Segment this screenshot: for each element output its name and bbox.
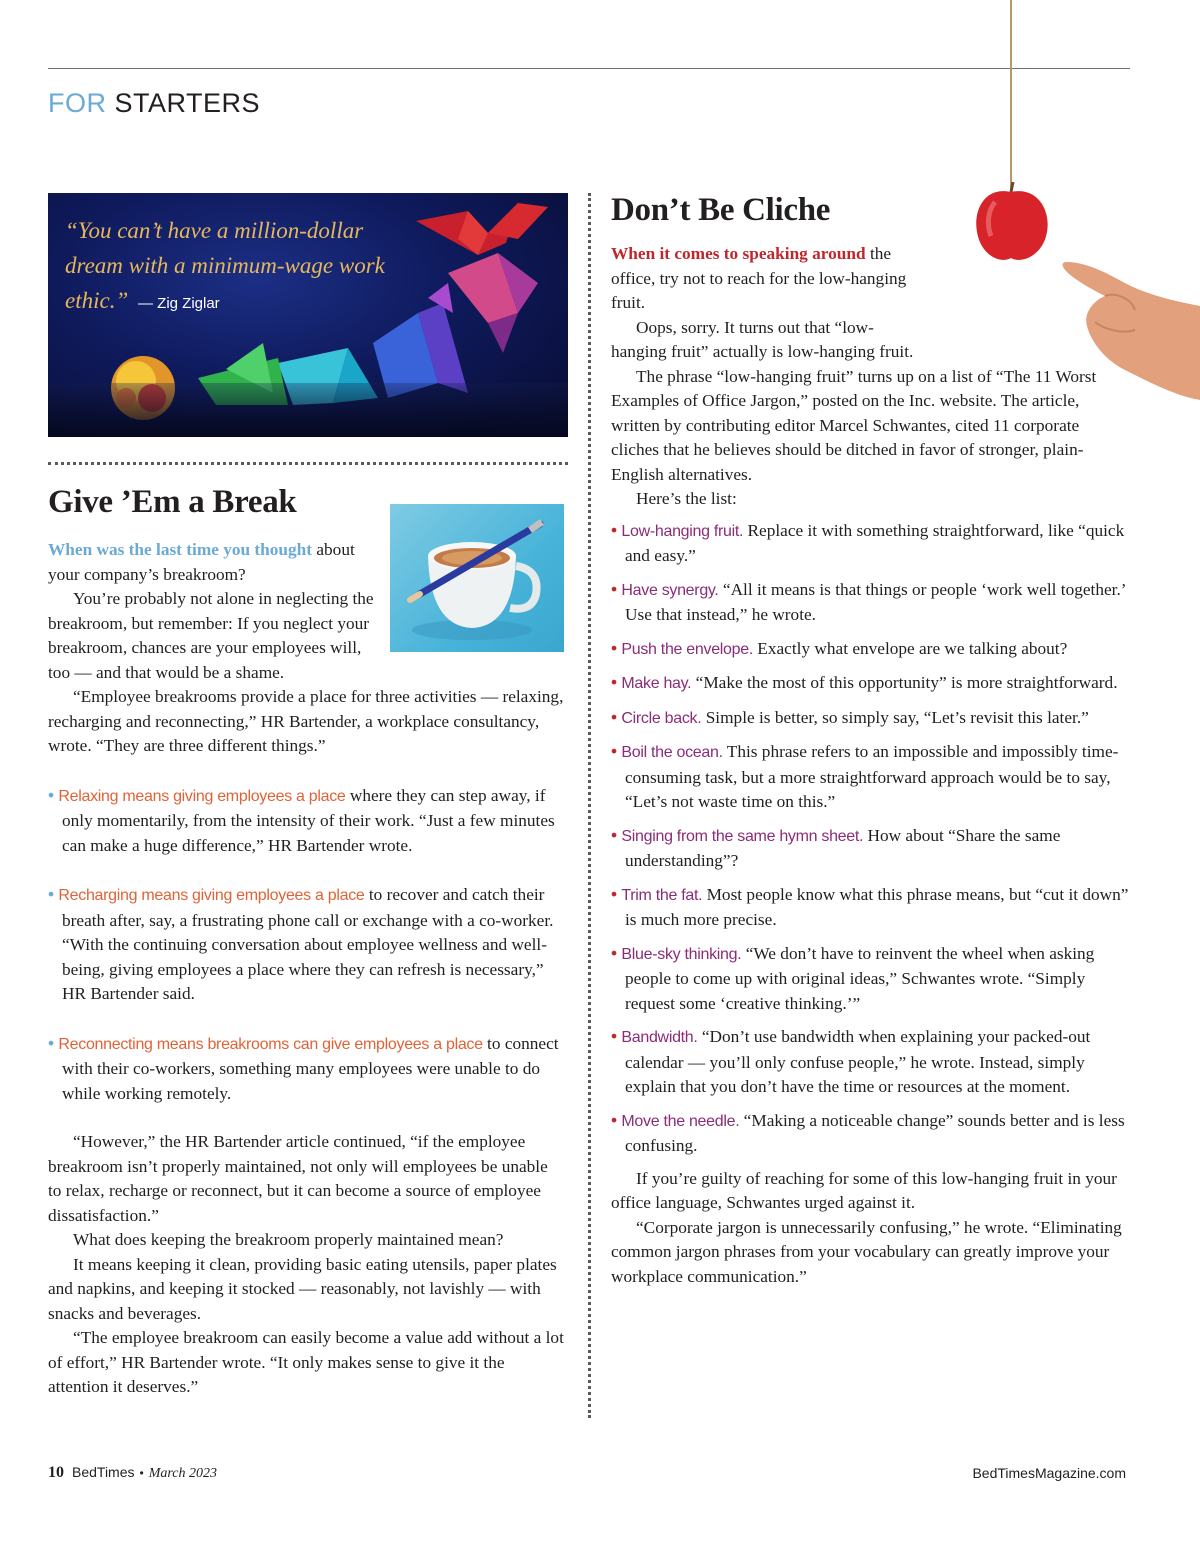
bullet-dot: • — [611, 824, 618, 845]
bullet-recharging — [48, 882, 564, 1007]
jargon-text: “All it means is that things or people ‘work well together.’ Use that instead,” he wrote. — [625, 579, 1126, 624]
list-item — [611, 941, 1131, 1017]
website-link[interactable]: BedTimesMagazine.com — [972, 1465, 1126, 1481]
bullet-dot: • — [611, 1109, 618, 1130]
breakroom-body — [48, 538, 564, 1400]
bullet-dot: • — [48, 784, 55, 805]
bullet-text: to recover and catch their breath after, say, a frustrating phone call or exchange with a co-worker. “With the continuing conversation about employee wellness and well-being, giving employees a place where they can refresh is necessary,” HR Bartender said. — [62, 885, 554, 1003]
breakroom-p3: “Employee breakrooms provide a place for three activities — relaxing, recharging and reconnecting,” HR Bartender, a workplace consultancy, wrote. “They are three different things.” — [48, 687, 564, 755]
list-item — [611, 705, 1131, 732]
jargon-term: Trim the fat. — [621, 886, 703, 904]
breakroom-p4: “However,” the HR Bartender article continued, “if the employee breakroom isn’t properly maintained, not only will employees be unable to relax, recharge or reconnect, but it can become a source of employee dissatisfaction.” — [48, 1132, 548, 1225]
jargon-text: This phrase refers to an impossible and impossibly time-consuming task, but a more straightforward approach would be to say, “Let’s not waste time on this.” — [625, 742, 1119, 811]
list-item — [611, 1024, 1131, 1100]
pull-quote — [65, 213, 425, 321]
list-item — [611, 636, 1131, 663]
list-item — [611, 823, 1131, 874]
footer-separator: • — [139, 1466, 144, 1480]
bullet-dot: • — [611, 741, 618, 761]
breakroom-lead: When was the last time you thought — [48, 540, 313, 559]
section-header — [48, 88, 260, 119]
bullet-lead: Reconnecting means breakrooms can give employees a place — [58, 1035, 483, 1053]
jargon-text: Exactly what envelope are we talking about? — [752, 638, 1068, 658]
bullet-dot: • — [611, 672, 618, 692]
publication-name: BedTimes — [72, 1464, 135, 1480]
cliche-p6: “Corporate jargon is unnecessarily confusing,” he wrote. “Eliminating common jargon phrases from your vocabulary can greatly improve your workplace communication.” — [611, 1217, 1122, 1286]
section-header-for: FOR — [48, 88, 107, 118]
banner-reflection — [48, 383, 568, 437]
cliche-lead: When it comes to speaking around — [611, 244, 866, 263]
issue-date: March 2023 — [148, 1466, 218, 1481]
column-divider-vertical — [588, 193, 591, 1418]
bullet-text: to connect with their co-workers, something many employees were unable to do while working remotely. — [62, 1033, 559, 1103]
cliche-p2: Oops, sorry. It turns out that “low-hanging fruit” actually is low-hanging fruit. — [611, 317, 914, 361]
breakroom-title: Give ’Em a Break — [48, 484, 297, 520]
jargon-term: Have synergy. — [621, 581, 719, 599]
jargon-text: “Making a noticeable change” sounds better and is less confusing. — [625, 1110, 1125, 1155]
jargon-term: Low-hanging fruit. — [621, 522, 744, 540]
jargon-list — [611, 518, 1131, 1159]
jargon-term: Bandwidth. — [621, 1029, 698, 1046]
bullet-dot: • — [611, 883, 618, 904]
cliche-p5: If you’re guilty of reaching for some of this low-hanging fruit in your office language, Schwantes urged against it. — [611, 1168, 1117, 1212]
bullet-relaxing — [48, 783, 564, 859]
jargon-text: “We don’t have to reinvent the wheel when asking people to come up with original ideas,” Schwantes wrote. “Simply request some ‘creative thinking.’” — [625, 943, 1095, 1013]
breakroom-article — [48, 480, 564, 1400]
bullet-lead: Relaxing means giving employees a place — [58, 787, 346, 805]
jargon-text: “Make the most of this opportunity” is more straightforward. — [691, 673, 1118, 692]
quote-text: “You can’t have a million-dollar dream with a minimum-wage work ethic.” — [65, 218, 385, 313]
bullet-dot: • — [611, 637, 618, 658]
bullet-reconnecting — [48, 1031, 564, 1107]
breakroom-p1-text: about your company’s breakroom? — [48, 540, 355, 584]
jargon-term: Singing from the same hymn sheet. — [621, 827, 864, 845]
jargon-text: Simple is better, so simply say, “Let’s revisit this later.” — [701, 707, 1089, 727]
section-header-starters: STARTERS — [114, 88, 261, 118]
apple-image-space — [921, 188, 1131, 336]
cliche-title: Don’t Be Cliche — [611, 192, 831, 228]
bullet-dot: • — [611, 1026, 618, 1046]
jargon-term: Move the needle. — [621, 1112, 740, 1130]
cliche-p4: Here’s the list: — [636, 489, 737, 508]
breakroom-p7: “The employee breakroom can easily become a value add without a lot of effort,” HR Bartender wrote. “It only makes sense to give it the attention it deserves.” — [48, 1328, 564, 1396]
jargon-term: Circle back. — [621, 709, 702, 727]
jargon-text: How about “Share the same understanding”? — [625, 825, 1061, 870]
coffee-cup-pencil-image — [390, 504, 564, 652]
jargon-term: Push the envelope. — [621, 640, 753, 658]
bullet-dot: • — [611, 578, 618, 599]
jargon-text: Most people know what this phrase means, but “cut it down” is much more precise. — [625, 884, 1129, 929]
jargon-term: Blue-sky thinking. — [621, 945, 742, 963]
bullet-dot: • — [611, 519, 618, 540]
bullet-dot: • — [48, 884, 55, 904]
breakroom-p2: You’re probably not alone in neglecting the breakroom, but remember: If you neglect your breakroom, chances are your employees will, too — and that would be a shame. — [48, 589, 374, 682]
page-number: 10 — [48, 1464, 64, 1481]
column-divider-horizontal — [48, 462, 568, 465]
list-item — [611, 577, 1131, 628]
list-item — [611, 1108, 1131, 1159]
footer-folio — [48, 1464, 217, 1482]
cliche-article — [611, 188, 1131, 1289]
cliche-p3: The phrase “low-hanging fruit” turns up on a list of “The 11 Worst Examples of Office Jargon,” posted on the Inc. website. The article, written by contributing editor Marcel Schwantes, cited 11 corporate cliches that he believes should be ditched in favor of stronger, plain-English alternatives. — [611, 366, 1097, 484]
quote-attribution: — Zig Ziglar — [138, 295, 220, 312]
jargon-term: Make hay. — [621, 675, 692, 692]
list-item — [611, 739, 1131, 815]
list-item — [611, 518, 1131, 569]
bullet-lead: Recharging means giving employees a place — [58, 887, 365, 904]
bullet-text: where they can step away, if only momentarily, from the intensity of their work. “Just a few minutes can make a huge difference,” HR Bartender wrote. — [62, 785, 555, 855]
jargon-text: Replace it with something straightforward, like “quick and easy.” — [625, 520, 1125, 565]
list-item — [611, 882, 1131, 933]
bullet-dot: • — [611, 942, 618, 963]
jargon-text: “Don’t use bandwidth when explaining your packed-out calendar — you’ll only confuse people,” he wrote. Instead, simply explain that you don’t have the time or resources at the moment. — [625, 1027, 1091, 1096]
quote-banner — [48, 193, 568, 437]
cliche-body — [611, 242, 1131, 1289]
breakroom-p5: What does keeping the breakroom properly maintained mean? — [73, 1230, 504, 1249]
bullet-dot: • — [611, 706, 618, 727]
breakroom-p6: It means keeping it clean, providing basic eating utensils, paper plates and napkins, and keeping it stocked — reasonably, not lavishly — with snacks and beverages. — [48, 1254, 557, 1323]
cliche-p1-text: the office, try not to reach for the low-hanging fruit. — [611, 244, 907, 312]
jargon-term: Boil the ocean. — [621, 744, 723, 761]
bullet-dot: • — [48, 1032, 55, 1053]
list-item — [611, 670, 1131, 697]
